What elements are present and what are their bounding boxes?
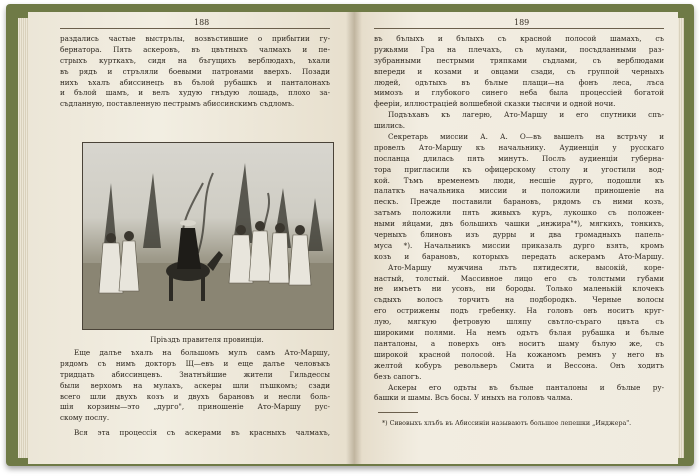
text-line: людей, одътыхъ въ бълые плащи—на фонъ леса, лъса: [374, 77, 664, 87]
footnote-rule: [378, 412, 418, 413]
text-line: Еще далъе ъхалъ на большомъ мулъ самъ Ато-Маршу,: [74, 348, 330, 357]
text-line: ружьями Гра на плечахъ, съ мулами, посъдланными раз-: [374, 44, 664, 54]
text-line: Ато-Маршу мужчина лътъ пятидесяти, высокiй, коре-: [388, 262, 664, 272]
text-line: черныхъ блиновъ изъ дурры и два громадныхъ папель-: [374, 230, 664, 240]
text-line: пескъ. Прежде поставили барановъ, рядомъ съ ними козъ,: [374, 197, 664, 207]
procession-photo: [82, 142, 334, 330]
text-line: въ рядъ и стръляли боевыми патронами вверхъ. Позади: [60, 66, 330, 76]
right-page: [354, 12, 678, 464]
procession-photo-illustration: [83, 143, 333, 329]
text-line: его острижены подъ гребенку. На головъ онъ носитъ круг-: [374, 306, 664, 316]
text-line: были верхомъ на мулахъ, аскеры шли пъшкомъ; сзади: [60, 380, 330, 390]
left-page: [28, 12, 354, 464]
right-page-number: 189: [514, 18, 530, 27]
left-bottom-text: [60, 348, 330, 439]
text-line: козъ и барановъ, которыхъ передать аскерамъ Ато-Маршу.: [374, 251, 664, 261]
open-book: [6, 4, 694, 466]
text-line: всего шли двухъ козъ и двухъ барановъ и несли боль-: [60, 391, 330, 401]
text-line: скому послу.: [60, 413, 110, 423]
text-line: раздались частые выстрълы, возвъстившие о прибытии гу-: [60, 34, 330, 43]
text-line: желтой кобуръ револьверъ Смита и Вессона. Онъ ходитъ: [374, 360, 664, 370]
text-line: широкими полями. На немъ одътъ бълая рубашка и бълые: [374, 328, 664, 338]
right-text: [374, 34, 664, 404]
text-line: ными яйцами, двъ большихъ чашки „инжира"*), мягкихъ, тонкихъ,: [374, 219, 664, 229]
text-line: тридцать абиссинцевъ. Знатнъйшие жители Гильдессы: [60, 369, 330, 379]
photo-caption: Прiъздъ правителя провинцiи.: [150, 336, 264, 344]
text-line: безъ сапогъ.: [374, 371, 422, 381]
text-line: панталоны, а поверхъ онъ носитъ шаму бълую же, съ: [374, 338, 664, 348]
text-line: затъмъ положили пять живыхъ куръ, лукошко съ положен-: [374, 208, 664, 218]
book-gutter: [346, 12, 362, 464]
text-line: мимозъ и глубокого синего неба была процессiей богатой: [374, 88, 664, 98]
text-line: Аскеры его одъты въ бълые панталоны и бълые ру-: [388, 382, 664, 392]
text-line: съдланную, поставленную пестрымъ абиссинскимъ съдломъ.: [60, 99, 295, 109]
text-line: тора пригласили къ офицерскому столу и угостили вод-: [374, 164, 664, 174]
text-line: съдыхъ волосъ торчитъ на подбородкъ. Черные волосы: [374, 295, 664, 305]
text-line: лую, мягкую фетровую шляпу свътло-съраго цвъта съ: [374, 317, 664, 327]
text-line: шились.: [374, 121, 406, 131]
text-line: муса *). Начальникъ миссии приказалъ дурго взять, кромъ: [374, 240, 664, 250]
text-line: Секретарь миссии А. А. О—въ вышелъ на встръчу и: [388, 132, 664, 142]
text-line: феерiи, иллюстрацiей волшебной сказки тысячи и одной ночи.: [374, 99, 616, 109]
right-header-rule: [374, 28, 664, 29]
text-line: башки и шамы. Всъ босы. У иныхъ на головъ чалма.: [374, 393, 573, 403]
text-line: Подъъхавъ къ лагерю, Ато-Маршу и его спутники спъ-: [388, 110, 664, 120]
text-line: шiя корзины—это „дурго", приношенiе Ато-Маршу рус-: [60, 402, 330, 412]
text-line: кой. Тъмъ временемъ люди, несшiе дурго, подошли къ: [374, 175, 664, 185]
left-top-text: [60, 34, 330, 110]
text-line: широкой красной полосой. На кожаномъ ремнъ у него въ: [374, 349, 664, 359]
left-page-number: 188: [194, 18, 210, 27]
text-line: въ бълыхъ и бълыхъ съ красной полосой шамахъ, съ: [374, 34, 664, 43]
text-line: бернатора. Пять аскеровъ, въ цвътныхъ чалмахъ и пе-: [60, 44, 330, 54]
text-line: стрыхъ курткахъ, сидя на бъгущихъ верблюдахъ, ъхали: [60, 55, 330, 65]
text-line: нихъ ъхалъ абиссинецъ въ бълой рубашкъ и панталонахъ: [60, 77, 330, 87]
text-line: рядомъ съ нимъ докторъ Щ—евъ и еще далъе человъкъ: [60, 358, 330, 368]
text-line: и бълой шамъ, и велъ худую гнъдую лошадь, плохо за-: [60, 88, 330, 98]
text-line: не имъетъ ни усовъ, ни бороды. Только маленькiй клочекъ: [374, 284, 664, 294]
text-line: Вся эта процессiя съ аскерами въ красныхъ чалмахъ,: [74, 428, 330, 438]
text-line: впереди и козами и овцами сзади, съ группой черныхъ: [374, 66, 664, 76]
left-header-rule: [60, 28, 330, 29]
text-line: палаткъ начальника миссии и положили приношенiе на: [374, 186, 664, 196]
text-line: провелъ Ато-Маршу къ начальнику. Аудиенцiя у русскаго: [374, 142, 664, 152]
text-line: настый, толстый. Массивное лицо его съ толстыми губами: [374, 273, 664, 283]
footnote: *) Сивовыхъ хлъбъ въ Абиссинiи называютъ большое лепешки „Инджера".: [382, 420, 632, 427]
text-line: посланца длилась пять минутъ. Послъ аудиенцiи губерна-: [374, 153, 664, 163]
text-line: зубранными пестрыми тряпками съдлами, съ верблюдами: [374, 55, 664, 65]
